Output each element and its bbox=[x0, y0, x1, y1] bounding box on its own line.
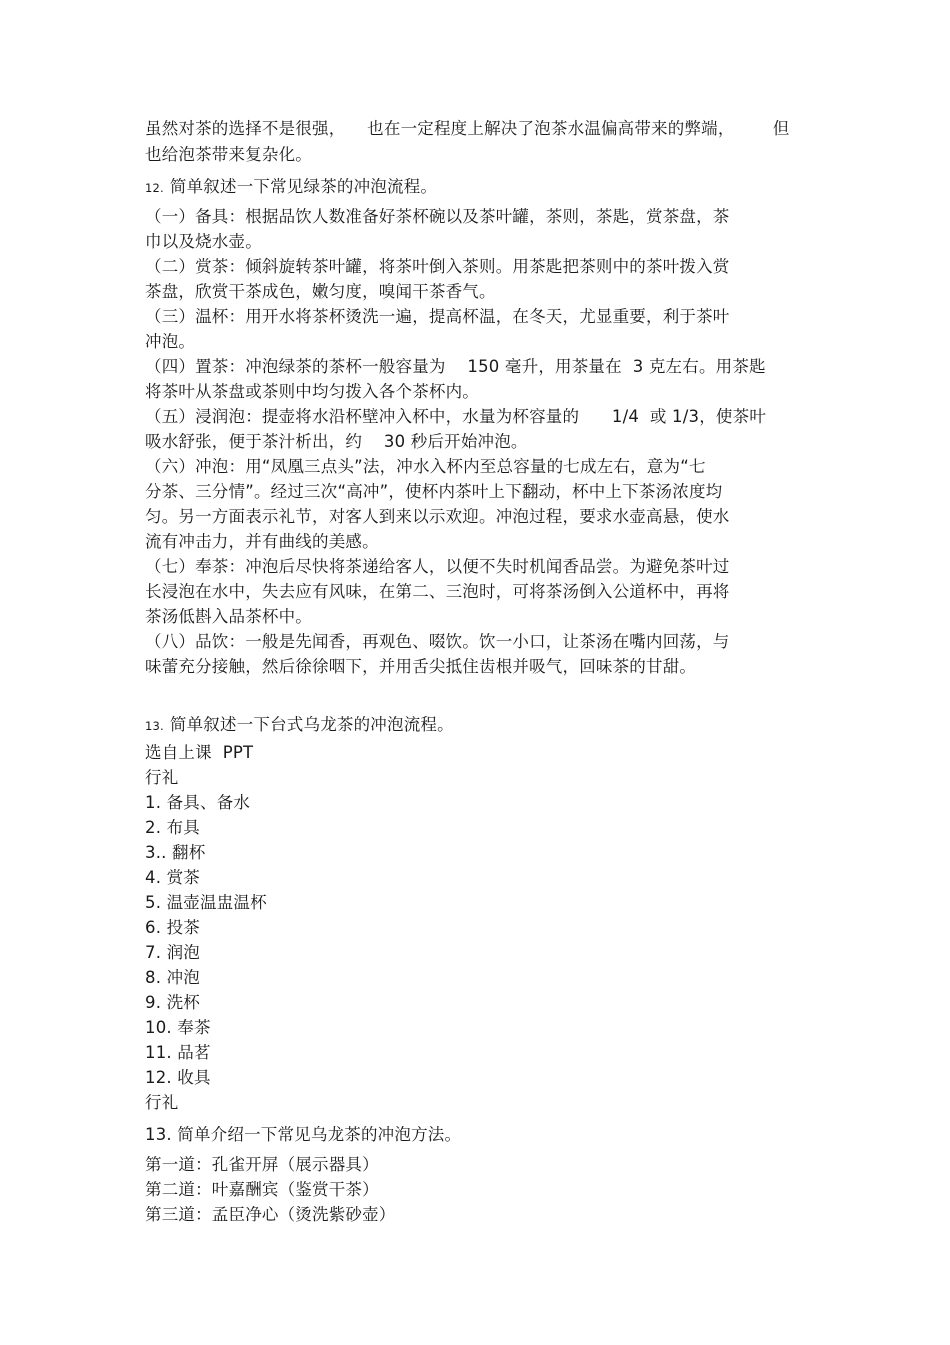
q12-line: （七）奉茶：冲泡后尽快将茶递给客人，以便不失时机闻香品尝。为避免茶叶过 bbox=[145, 557, 730, 576]
q13-step: 行礼 bbox=[145, 1093, 179, 1112]
q12-line: 流有冲击力，并有曲线的美感。 bbox=[145, 532, 379, 551]
q13b-line: 第三道：孟臣净心（烫洗紫砂壶） bbox=[145, 1205, 396, 1224]
q13-title: 简单叙述一下台式乌龙茶的冲泡流程。 bbox=[169, 715, 454, 734]
q12-line: 吸水舒张，便于茶汁析出，约 30 秒后开始冲泡。 bbox=[145, 432, 528, 451]
q12-line: 巾以及烧水壶。 bbox=[145, 232, 262, 251]
intro-line-2: 也给泡茶带来复杂化。 bbox=[145, 145, 312, 164]
q13-step: 2. 布具 bbox=[145, 818, 200, 837]
q12-line: 将茶叶从茶盘或茶则中均匀拨入各个茶杯内。 bbox=[145, 382, 479, 401]
q12-line: （二）赏茶：倾斜旋转茶叶罐，将茶叶倒入茶则。用茶匙把茶则中的茶叶拨入赏 bbox=[145, 257, 730, 276]
q12-line: 分茶、三分情”。经过三次“高冲”，使杯内茶叶上下翻动，杯中上下茶汤浓度均 bbox=[145, 482, 723, 501]
q13-step: 11. 品茗 bbox=[145, 1043, 211, 1062]
intro-line-1: 虽然对茶的选择不是很强， 也在一定程度上解决了泡茶水温偏高带来的弊端， 但 bbox=[145, 119, 790, 138]
q13-step: 8. 冲泡 bbox=[145, 968, 200, 987]
q12-line: 味蕾充分接触，然后徐徐咽下，并用舌尖抵住齿根并吸气，回味茶的甘甜。 bbox=[145, 657, 697, 676]
q13-step: 9. 洗杯 bbox=[145, 993, 200, 1012]
q13-step: 6. 投茶 bbox=[145, 918, 200, 937]
q12-line: （六）冲泡：用“凤凰三点头”法，冲水入杯内至总容量的七成左右，意为“七 bbox=[145, 457, 706, 476]
q12-line: 长浸泡在水中，失去应有风味，在第二、三泡时，可将茶汤倒入公道杯中，再将 bbox=[145, 582, 730, 601]
q12-heading bbox=[145, 176, 437, 199]
q12-line: 匀。另一方面表示礼节，对客人到来以示欢迎。冲泡过程，要求水壶高悬，使水 bbox=[145, 507, 730, 526]
q13b-line: 第一道：孔雀开屏（展示器具） bbox=[145, 1155, 379, 1174]
q12-title: 简单叙述一下常见绿茶的冲泡流程。 bbox=[169, 177, 438, 196]
q13b-title: 13. 简单介绍一下常见乌龙茶的冲泡方法。 bbox=[145, 1125, 462, 1144]
q13-step: 7. 润泡 bbox=[145, 943, 200, 962]
q13-step: 1. 备具、备水 bbox=[145, 793, 251, 812]
q13-step: 10. 奉茶 bbox=[145, 1018, 211, 1037]
q12-line: （一）备具：根据品饮人数准备好茶杯碗以及茶叶罐，茶则，茶匙，赏茶盘，茶 bbox=[145, 207, 730, 226]
q12-line: 茶盘，欣赏干茶成色，嫩匀度，嗅闻干茶香气。 bbox=[145, 282, 496, 301]
q13-step: 5. 温壶温盅温杯 bbox=[145, 893, 267, 912]
q13b-line: 第二道：叶嘉酬宾（鉴赏干茶） bbox=[145, 1180, 379, 1199]
q13-step: 行礼 bbox=[145, 768, 179, 787]
q12-number: 12. bbox=[145, 181, 164, 195]
q13-step: 4. 赏茶 bbox=[145, 868, 200, 887]
q13-source: 选自上课 PPT bbox=[145, 743, 254, 762]
q12-line: （三）温杯：用开水将茶杯烫洗一遍，提高杯温，在冬天，尤显重要，利于茶叶 bbox=[145, 307, 730, 326]
q12-line: 冲泡。 bbox=[145, 332, 196, 351]
q12-line: 茶汤低斟入品茶杯中。 bbox=[145, 607, 312, 626]
q13-step: 3.. 翻杯 bbox=[145, 843, 206, 862]
q12-line: （四）置茶：冲泡绿茶的茶杯一般容量为 150 毫升，用茶量在 3 克左右。用茶匙 bbox=[145, 357, 766, 376]
q12-line: （五）浸润泡：提壶将水沿杯壁冲入杯中，水量为杯容量的 1/4 或 1/3，使茶叶 bbox=[145, 407, 767, 426]
q12-line: （八）品饮：一般是先闻香，再观色、啜饮。饮一小口，让茶汤在嘴内回荡，与 bbox=[145, 632, 730, 651]
q13-heading bbox=[145, 714, 454, 737]
q13-number: 13. bbox=[145, 719, 164, 733]
q13-step: 12. 收具 bbox=[145, 1068, 211, 1087]
